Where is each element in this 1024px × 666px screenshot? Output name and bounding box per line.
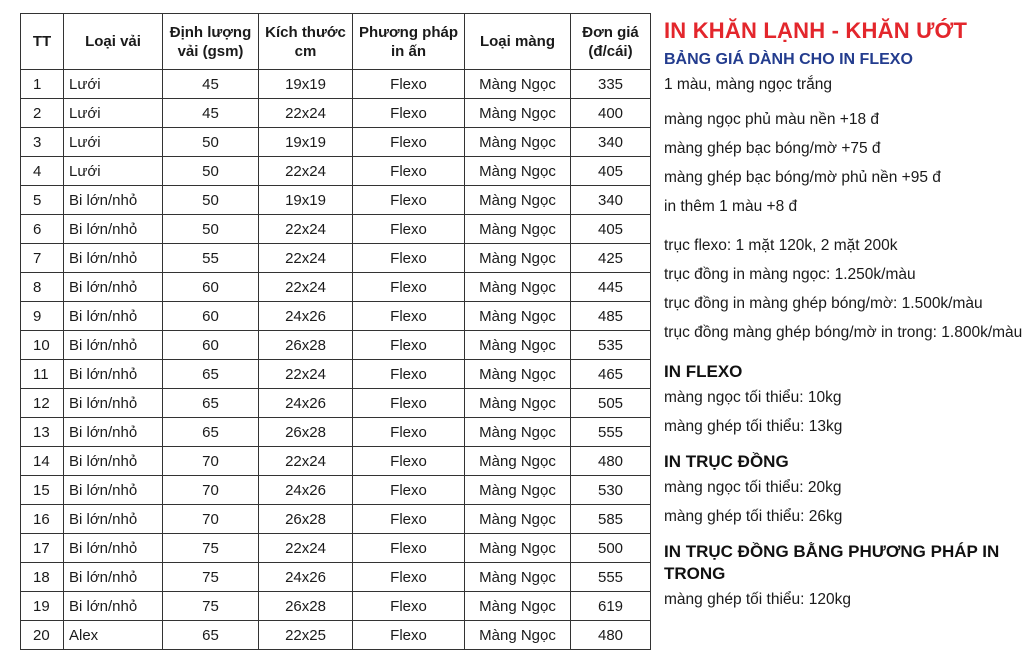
cell-fabric-type: Lưới xyxy=(64,157,163,186)
cell-size: 22x24 xyxy=(259,99,353,128)
cell-film-type: Màng Ngọc xyxy=(465,360,571,389)
cell-print-method: Flexo xyxy=(353,534,465,563)
cell-size: 22x24 xyxy=(259,215,353,244)
minimum-order-line: màng ghép tối thiểu: 26kg xyxy=(664,508,843,525)
info-panel xyxy=(664,18,1023,614)
cell-fabric-weight: 50 xyxy=(163,215,259,244)
section-title: IN TRỤC ĐỒNG xyxy=(664,452,789,471)
cell-film-type: Màng Ngọc xyxy=(465,186,571,215)
cell-fabric-weight: 50 xyxy=(163,186,259,215)
header-print-method: Phương pháp in ấn xyxy=(353,14,465,70)
cell-unit-price: 535 xyxy=(571,331,651,360)
price-table xyxy=(20,13,651,650)
cell-film-type: Màng Ngọc xyxy=(465,389,571,418)
cell-fabric-type: Bi lớn/nhỏ xyxy=(64,592,163,621)
cell-fabric-weight: 70 xyxy=(163,476,259,505)
cell-print-method: Flexo xyxy=(353,563,465,592)
table-row xyxy=(21,331,651,360)
cell-film-type: Màng Ngọc xyxy=(465,157,571,186)
cell-film-type: Màng Ngọc xyxy=(465,331,571,360)
cell-size: 24x26 xyxy=(259,389,353,418)
cell-fabric-type: Bi lớn/nhỏ xyxy=(64,447,163,476)
section-flexo xyxy=(664,361,1020,441)
cell-tt: 13 xyxy=(21,418,64,447)
cell-fabric-type: Lưới xyxy=(64,70,163,99)
cell-unit-price: 619 xyxy=(571,592,651,621)
header-fabric-type: Loại vải xyxy=(64,14,163,70)
cell-film-type: Màng Ngọc xyxy=(465,447,571,476)
cell-size: 22x25 xyxy=(259,621,353,650)
cell-tt: 2 xyxy=(21,99,64,128)
cell-size: 26x28 xyxy=(259,418,353,447)
table-row xyxy=(21,447,651,476)
cell-fabric-type: Alex xyxy=(64,621,163,650)
cell-fabric-type: Bi lớn/nhỏ xyxy=(64,389,163,418)
cell-unit-price: 405 xyxy=(571,157,651,186)
cell-tt: 3 xyxy=(21,128,64,157)
cell-film-type: Màng Ngọc xyxy=(465,621,571,650)
minimum-order-line: màng ngọc tối thiểu: 20kg xyxy=(664,479,842,496)
minimum-order-line: màng ghép tối thiểu: 120kg xyxy=(664,591,851,608)
section-title: IN TRỤC ĐỒNG BẰNG PHƯƠNG PHÁP IN TRONG xyxy=(664,542,1000,583)
cell-fabric-weight: 50 xyxy=(163,157,259,186)
table-row xyxy=(21,505,651,534)
cell-size: 26x28 xyxy=(259,592,353,621)
cell-print-method: Flexo xyxy=(353,505,465,534)
base-note: 1 màu, màng ngọc trắng xyxy=(664,76,833,93)
page-title: IN KHĂN LẠNH - KHĂN ƯỚT xyxy=(664,18,968,43)
page-subtitle: BẢNG GIÁ DÀNH CHO IN FLEXO xyxy=(664,51,913,68)
cell-unit-price: 505 xyxy=(571,389,651,418)
cell-fabric-weight: 50 xyxy=(163,128,259,157)
table-row xyxy=(21,360,651,389)
cell-tt: 19 xyxy=(21,592,64,621)
cell-fabric-type: Lưới xyxy=(64,128,163,157)
table-row xyxy=(21,70,651,99)
cell-print-method: Flexo xyxy=(353,592,465,621)
table-row xyxy=(21,592,651,621)
cell-print-method: Flexo xyxy=(353,99,465,128)
cell-fabric-weight: 70 xyxy=(163,447,259,476)
cell-size: 22x24 xyxy=(259,534,353,563)
table-row xyxy=(21,244,651,273)
cell-unit-price: 585 xyxy=(571,505,651,534)
cell-print-method: Flexo xyxy=(353,128,465,157)
cell-unit-price: 405 xyxy=(571,215,651,244)
cell-fabric-type: Bi lớn/nhỏ xyxy=(64,186,163,215)
cell-unit-price: 485 xyxy=(571,302,651,331)
cell-tt: 15 xyxy=(21,476,64,505)
cell-film-type: Màng Ngọc xyxy=(465,215,571,244)
cell-tt: 10 xyxy=(21,331,64,360)
cell-tt: 8 xyxy=(21,273,64,302)
cell-size: 24x26 xyxy=(259,476,353,505)
cell-unit-price: 480 xyxy=(571,447,651,476)
cell-fabric-type: Bi lớn/nhỏ xyxy=(64,534,163,563)
section-title: IN FLEXO xyxy=(664,362,743,381)
cell-tt: 18 xyxy=(21,563,64,592)
cylinder-price-list xyxy=(664,231,1023,347)
cell-fabric-type: Bi lớn/nhỏ xyxy=(64,360,163,389)
table-row xyxy=(21,418,651,447)
cell-size: 22x24 xyxy=(259,244,353,273)
table-row xyxy=(21,273,651,302)
cell-film-type: Màng Ngọc xyxy=(465,563,571,592)
cylinder-item: trục flexo: 1 mặt 120k, 2 mặt 200k xyxy=(664,237,898,254)
cell-unit-price: 335 xyxy=(571,70,651,99)
cell-fabric-type: Bi lớn/nhỏ xyxy=(64,302,163,331)
cell-unit-price: 555 xyxy=(571,418,651,447)
cell-fabric-weight: 65 xyxy=(163,418,259,447)
cylinder-item: trục đồng in màng ghép bóng/mờ: 1.500k/màu xyxy=(664,295,983,312)
addon-item: in thêm 1 màu +8 đ xyxy=(664,198,798,215)
cell-tt: 7 xyxy=(21,244,64,273)
cell-size: 22x24 xyxy=(259,273,353,302)
cell-unit-price: 340 xyxy=(571,128,651,157)
cell-print-method: Flexo xyxy=(353,157,465,186)
cell-size: 24x26 xyxy=(259,302,353,331)
cell-film-type: Màng Ngọc xyxy=(465,534,571,563)
cell-fabric-type: Bi lớn/nhỏ xyxy=(64,476,163,505)
cell-tt: 14 xyxy=(21,447,64,476)
table-row xyxy=(21,215,651,244)
cell-tt: 20 xyxy=(21,621,64,650)
cell-size: 24x26 xyxy=(259,563,353,592)
cell-tt: 5 xyxy=(21,186,64,215)
cell-unit-price: 425 xyxy=(571,244,651,273)
cell-unit-price: 445 xyxy=(571,273,651,302)
cell-fabric-weight: 65 xyxy=(163,389,259,418)
table-row xyxy=(21,534,651,563)
cell-print-method: Flexo xyxy=(353,360,465,389)
addon-list xyxy=(664,105,1020,221)
cell-fabric-type: Bi lớn/nhỏ xyxy=(64,331,163,360)
cell-print-method: Flexo xyxy=(353,244,465,273)
cylinder-item: trục đồng màng ghép bóng/mờ in trong: 1.800k/màu xyxy=(664,324,1023,341)
cell-tt: 4 xyxy=(21,157,64,186)
cell-fabric-weight: 65 xyxy=(163,621,259,650)
header-size: Kích thước cm xyxy=(259,14,353,70)
cell-unit-price: 530 xyxy=(571,476,651,505)
cell-fabric-weight: 70 xyxy=(163,505,259,534)
cell-tt: 12 xyxy=(21,389,64,418)
cell-print-method: Flexo xyxy=(353,331,465,360)
table-row xyxy=(21,157,651,186)
cell-size: 19x19 xyxy=(259,128,353,157)
cell-film-type: Màng Ngọc xyxy=(465,128,571,157)
table-header-row xyxy=(21,14,651,70)
cell-print-method: Flexo xyxy=(353,273,465,302)
cell-film-type: Màng Ngọc xyxy=(465,505,571,534)
cell-unit-price: 465 xyxy=(571,360,651,389)
cell-print-method: Flexo xyxy=(353,621,465,650)
cell-tt: 17 xyxy=(21,534,64,563)
addon-item: màng ngọc phủ màu nền +18 đ xyxy=(664,111,880,128)
cell-fabric-weight: 60 xyxy=(163,273,259,302)
cell-fabric-weight: 75 xyxy=(163,563,259,592)
cell-fabric-weight: 65 xyxy=(163,360,259,389)
cell-unit-price: 340 xyxy=(571,186,651,215)
cell-print-method: Flexo xyxy=(353,302,465,331)
cell-film-type: Màng Ngọc xyxy=(465,418,571,447)
table-row xyxy=(21,563,651,592)
cell-unit-price: 480 xyxy=(571,621,651,650)
header-tt: TT xyxy=(21,14,64,70)
cell-tt: 1 xyxy=(21,70,64,99)
cell-fabric-type: Bi lớn/nhỏ xyxy=(64,215,163,244)
cell-size: 19x19 xyxy=(259,70,353,99)
table-row xyxy=(21,186,651,215)
cell-print-method: Flexo xyxy=(353,476,465,505)
cell-tt: 11 xyxy=(21,360,64,389)
cell-fabric-type: Lưới xyxy=(64,99,163,128)
cell-fabric-weight: 60 xyxy=(163,302,259,331)
minimum-order-line: màng ghép tối thiểu: 13kg xyxy=(664,418,843,435)
cell-fabric-type: Bi lớn/nhỏ xyxy=(64,244,163,273)
cell-film-type: Màng Ngọc xyxy=(465,476,571,505)
minimum-order-line: màng ngọc tối thiểu: 10kg xyxy=(664,389,842,406)
cell-fabric-weight: 75 xyxy=(163,592,259,621)
cell-size: 19x19 xyxy=(259,186,353,215)
cell-fabric-type: Bi lớn/nhỏ xyxy=(64,273,163,302)
cell-film-type: Màng Ngọc xyxy=(465,99,571,128)
cell-size: 22x24 xyxy=(259,360,353,389)
addon-item: màng ghép bạc bóng/mờ +75 đ xyxy=(664,140,881,157)
cell-tt: 6 xyxy=(21,215,64,244)
cell-print-method: Flexo xyxy=(353,215,465,244)
cell-size: 22x24 xyxy=(259,157,353,186)
header-fabric-weight: Định lượng vải (gsm) xyxy=(163,14,259,70)
cell-fabric-weight: 45 xyxy=(163,99,259,128)
header-unit-price: Đơn giá (đ/cái) xyxy=(571,14,651,70)
cylinder-item: trục đồng in màng ngọc: 1.250k/màu xyxy=(664,266,916,283)
cell-fabric-type: Bi lớn/nhỏ xyxy=(64,418,163,447)
cell-film-type: Màng Ngọc xyxy=(465,592,571,621)
cell-unit-price: 500 xyxy=(571,534,651,563)
section-copper-cylinder xyxy=(664,451,1020,531)
cell-tt: 9 xyxy=(21,302,64,331)
cell-size: 26x28 xyxy=(259,331,353,360)
cell-fabric-weight: 55 xyxy=(163,244,259,273)
cell-print-method: Flexo xyxy=(353,186,465,215)
cell-film-type: Màng Ngọc xyxy=(465,302,571,331)
table-row xyxy=(21,476,651,505)
cell-print-method: Flexo xyxy=(353,389,465,418)
table-row xyxy=(21,302,651,331)
cell-unit-price: 555 xyxy=(571,563,651,592)
addon-item: màng ghép bạc bóng/mờ phủ nền +95 đ xyxy=(664,169,941,186)
cell-size: 26x28 xyxy=(259,505,353,534)
cell-print-method: Flexo xyxy=(353,70,465,99)
section-reverse-print xyxy=(664,541,1020,614)
cell-size: 22x24 xyxy=(259,447,353,476)
header-film-type: Loại màng xyxy=(465,14,571,70)
table-body xyxy=(21,70,651,650)
table-row xyxy=(21,128,651,157)
cell-film-type: Màng Ngọc xyxy=(465,244,571,273)
table-row xyxy=(21,99,651,128)
cell-fabric-type: Bi lớn/nhỏ xyxy=(64,563,163,592)
cell-unit-price: 400 xyxy=(571,99,651,128)
cell-film-type: Màng Ngọc xyxy=(465,273,571,302)
cell-fabric-weight: 45 xyxy=(163,70,259,99)
table-row xyxy=(21,389,651,418)
table-row xyxy=(21,621,651,650)
cell-print-method: Flexo xyxy=(353,447,465,476)
cell-fabric-type: Bi lớn/nhỏ xyxy=(64,505,163,534)
cell-tt: 16 xyxy=(21,505,64,534)
cell-print-method: Flexo xyxy=(353,418,465,447)
cell-fabric-weight: 60 xyxy=(163,331,259,360)
cell-fabric-weight: 75 xyxy=(163,534,259,563)
cell-film-type: Màng Ngọc xyxy=(465,70,571,99)
